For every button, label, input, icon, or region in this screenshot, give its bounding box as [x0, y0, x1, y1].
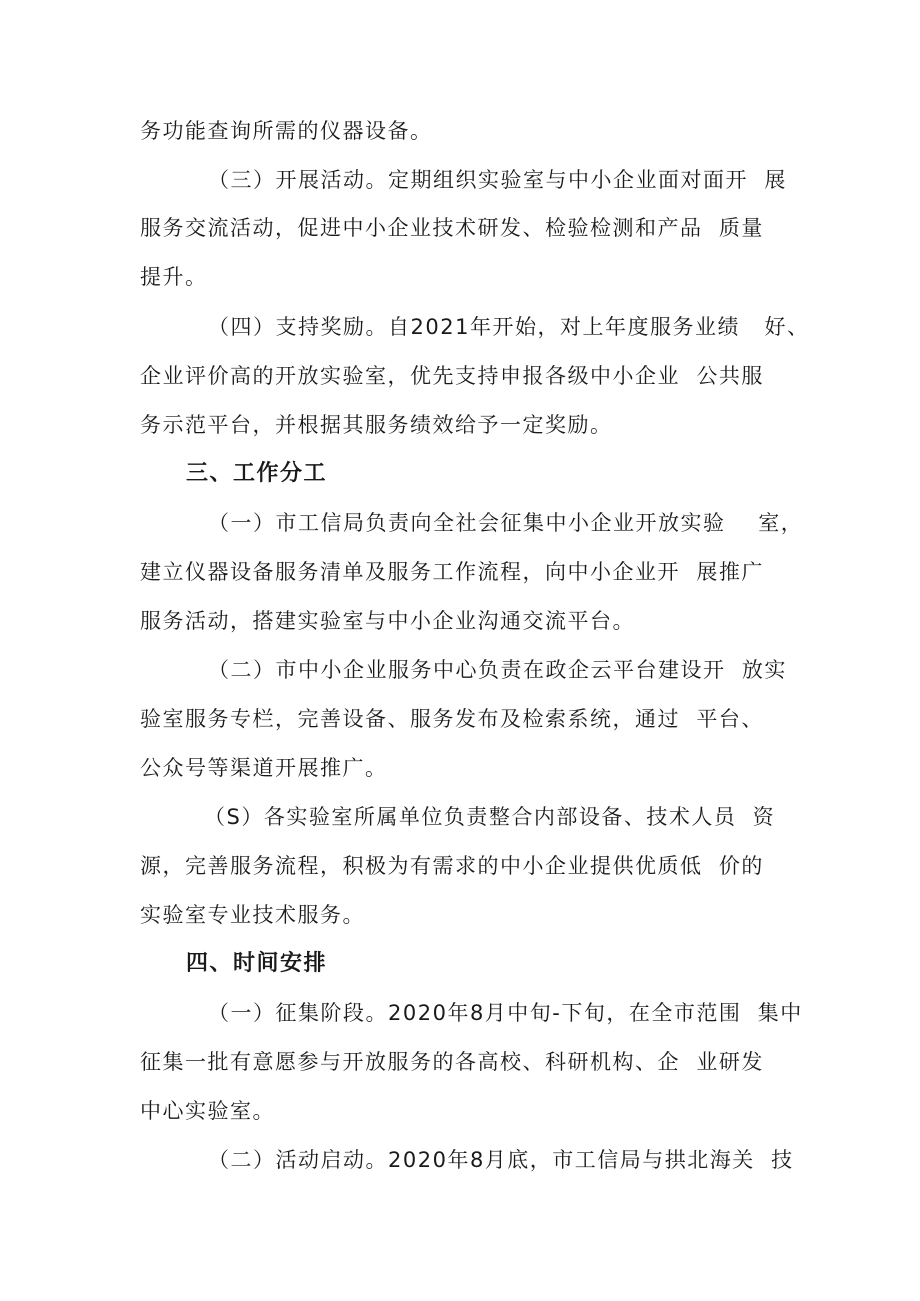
paragraph-line: 务功能查询所需的仪器设备。 [140, 119, 433, 143]
paragraph-line: 征集一批有意愿参与开放服务的各高校、科研机构、企 业研发 [140, 1050, 764, 1074]
paragraph-line: 验室服务专栏，完善设备、服务发布及检索系统，通过 平台、 [140, 707, 764, 731]
paragraph-line: （二）市中小企业服务中心负责在政企云平台建设开 放实 [208, 658, 787, 682]
paragraph-line: 提升。 [140, 265, 208, 289]
paragraph-line: （一）征集阶段。2020年8月中旬-下旬，在全市范围 集中 [208, 1001, 803, 1025]
paragraph-line: （S）各实验室所属单位负责整合内部设备、技术人员 资 [204, 805, 776, 829]
paragraph-line: 务示范平台，并根据其服务绩效给予一定奖励。 [140, 413, 613, 437]
paragraph-line: （二）活动启动。2020年8月底，市工信局与拱北海关 技 [208, 1148, 794, 1172]
paragraph-line: 中心实验室。 [140, 1099, 275, 1123]
paragraph-line: （三）开展活动。定期组织实验室与中小企业面对面开 展 [208, 168, 787, 192]
paragraph-line: 实验室专业技术服务。 [140, 903, 365, 927]
section-heading: 四、时间安排 [186, 951, 328, 976]
paragraph-line: 源，完善服务流程，积极为有需求的中小企业提供优质低 价的 [140, 854, 764, 878]
paragraph-line: 服务活动，搭建实验室与中小企业沟通交流平台。 [140, 609, 635, 633]
paragraph-line: 服务交流活动，促进中小企业技术研发、检验检测和产品 质量 [140, 216, 764, 240]
paragraph-line: 企业评价高的开放实验室，优先支持申报各级中小企业 公共服 [140, 364, 764, 388]
section-heading: 三、工作分工 [186, 461, 328, 486]
paragraph-line: 建立仪器设备服务清单及服务工作流程，向中小企业开 展推广 [140, 560, 764, 584]
paragraph-line: （四）支持奖励。自2021年开始，对上年度服务业绩 好、 [208, 315, 810, 339]
paragraph-line: （一）市工信局负责向全社会征集中小企业开放实验 室， [208, 511, 804, 535]
paragraph-line: 公众号等渠道开展推广。 [140, 756, 388, 780]
